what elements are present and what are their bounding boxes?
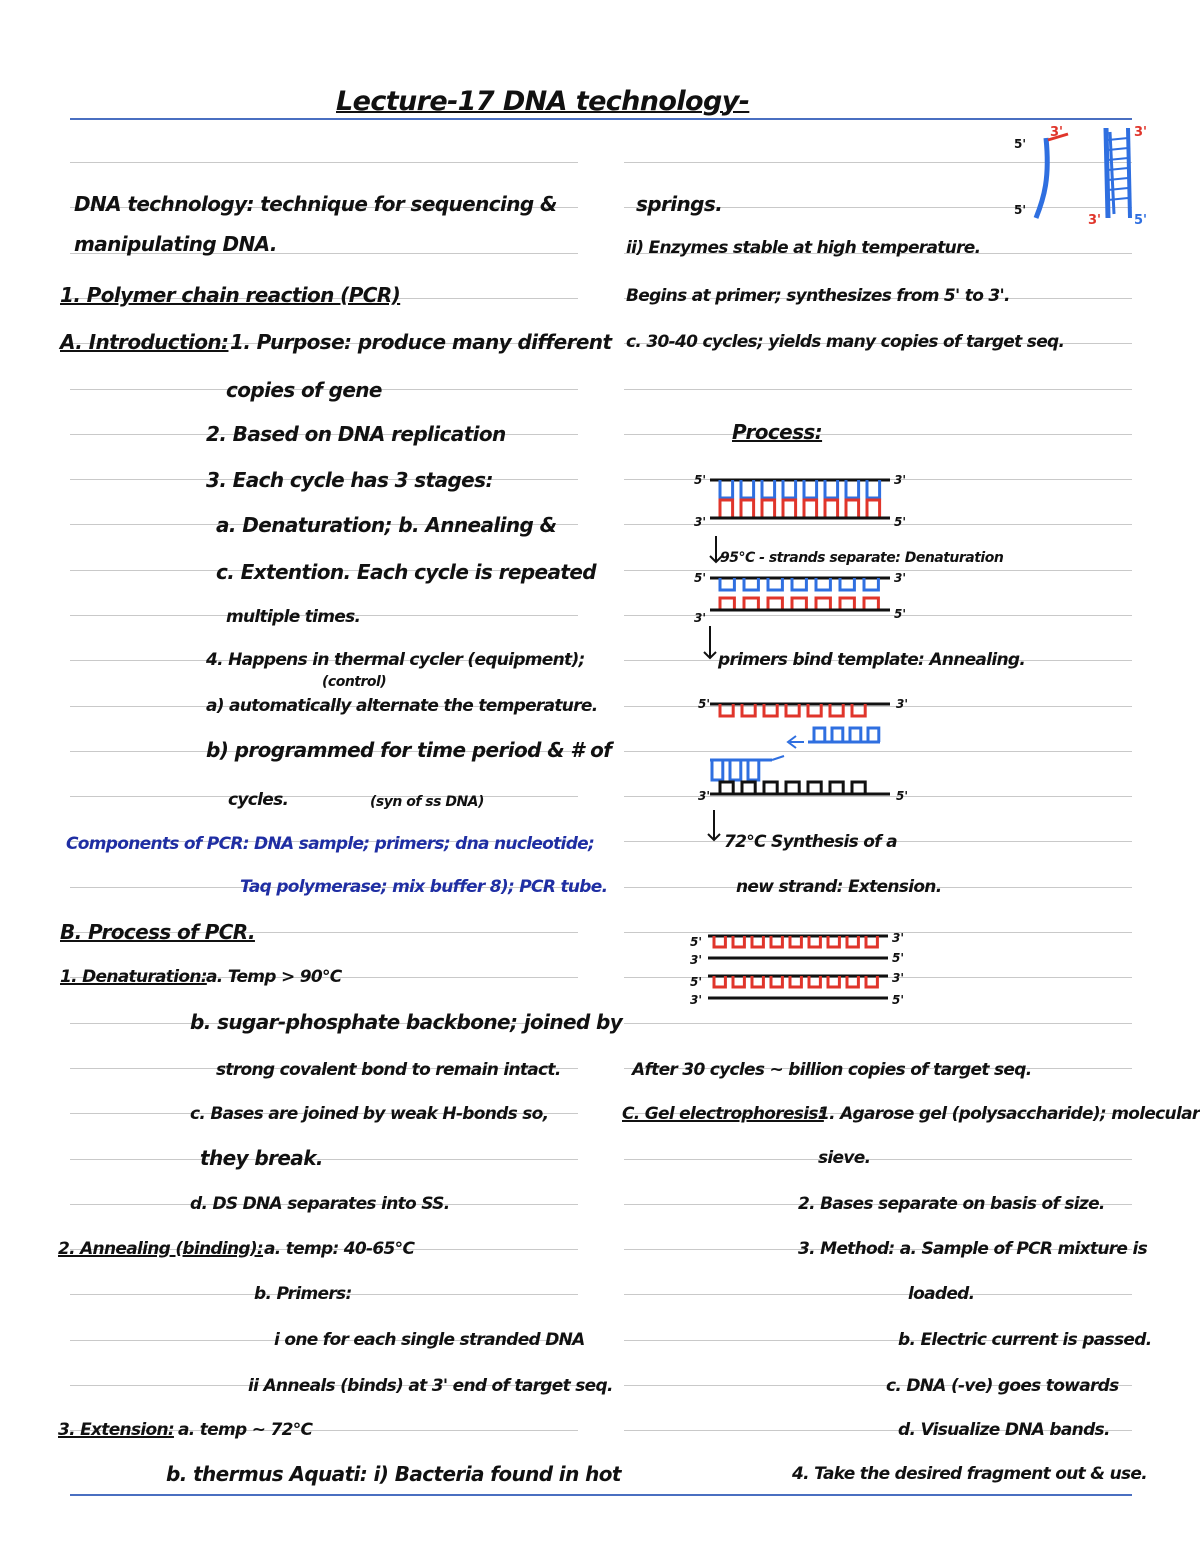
label-5prime: 5'	[694, 473, 707, 487]
base-pair-red	[825, 500, 838, 518]
step-denaturation: 95°C - strands separate: Denaturation	[720, 550, 1004, 566]
label-3prime-a: 3'	[1050, 125, 1064, 140]
enzyme-stable: ii) Enzymes stable at high temperature.	[626, 238, 981, 258]
label-5prime: 5'	[892, 951, 905, 965]
daughter-base-red	[809, 976, 820, 987]
separated-base-red	[864, 598, 878, 610]
label-3prime: 3'	[894, 473, 907, 487]
daughter-base-red	[752, 936, 763, 947]
daughter-base-red	[771, 976, 782, 987]
step-extension-1: 72°C Synthesis of a	[724, 832, 897, 852]
base-pair-red	[804, 500, 817, 518]
base-pair-blue	[804, 480, 817, 498]
begins-at-primer: Begins at primer; synthesizes from 5' to 3'.	[626, 286, 1010, 306]
separated-base-red	[816, 598, 830, 610]
label-5prime: 5'	[690, 935, 703, 949]
gel-current: b. Electric current is passed.	[898, 1330, 1152, 1350]
daughter-base-red	[866, 976, 877, 987]
daughter-base-red	[733, 976, 744, 987]
header-rule	[70, 118, 1132, 120]
separated-base-red	[768, 598, 782, 610]
extension-arrow	[708, 810, 720, 840]
gel-agarose: 1. Agarose gel (polysaccharide); molecular	[818, 1104, 1200, 1124]
annealing-primers-i: i one for each single stranded DNA	[274, 1330, 585, 1350]
daughter-base-red	[790, 936, 801, 947]
gel-loaded: loaded.	[908, 1284, 975, 1304]
daughter-base-red	[828, 936, 839, 947]
extension-temp: a. temp ~ 72°C	[178, 1420, 313, 1440]
daughter-base-red	[771, 936, 782, 947]
daughter-base-red	[847, 936, 858, 947]
extension-direction-arrow	[788, 736, 804, 748]
intro-stages-ab: a. Denaturation; b. Annealing &	[216, 513, 557, 537]
section-pcr-heading: 1. Polymer chain reaction (PCR)	[60, 283, 401, 307]
separated-base-red	[744, 598, 758, 610]
primer-base-blue	[868, 728, 879, 742]
gel-dna-towards: c. DNA (-ve) goes towards	[886, 1376, 1119, 1396]
intro-cycles: cycles.	[228, 790, 289, 810]
antiparallel-strands-sketch	[1010, 118, 1150, 228]
ruled-line	[624, 434, 1132, 435]
annealing-base-black	[852, 782, 865, 794]
gel-sieve: sieve.	[818, 1148, 871, 1168]
separated-base-blue	[768, 578, 782, 590]
label-3prime: 3'	[694, 611, 707, 625]
label-3prime: 3'	[698, 789, 711, 803]
annealing-label: 2. Annealing (binding):	[58, 1239, 264, 1259]
springs-text: springs.	[636, 192, 723, 216]
separated-base-blue	[840, 578, 854, 590]
denaturation-bases-cont: they break.	[200, 1146, 323, 1170]
daughter-base-red	[847, 976, 858, 987]
label-3prime: 3'	[892, 931, 905, 945]
annealing-base-red	[742, 704, 755, 716]
label-5prime: 5'	[896, 789, 909, 803]
primer-base-blue-lower	[712, 760, 723, 780]
intro-stages: 3. Each cycle has 3 stages:	[206, 468, 493, 492]
annealing-base-black	[830, 782, 843, 794]
annealing-base-red	[720, 704, 733, 716]
separated-base-red	[720, 598, 734, 610]
separated-base-red	[840, 598, 854, 610]
gel-label: C. Gel electrophoresis:	[622, 1104, 824, 1124]
primer-base-blue-lower	[748, 760, 759, 780]
label-3prime-b: 3'	[1134, 125, 1148, 140]
pcr-process-diagram	[680, 460, 940, 1020]
annealing-base-red	[830, 704, 843, 716]
daughter-base-red	[714, 976, 725, 987]
after-cycles: After 30 cycles ~ billion copies of target seq.	[632, 1060, 1032, 1080]
step-extension-2: new strand: Extension.	[736, 877, 942, 897]
denaturation-bases: c. Bases are joined by weak H-bonds so,	[190, 1104, 549, 1124]
intro-stages-c: c. Extention. Each cycle is repeated	[216, 560, 597, 584]
label-5prime-b: 5'	[1014, 203, 1027, 217]
intro-auto-temp: a) automatically alternate the temperature.	[206, 696, 598, 716]
denaturation-label: 1. Denaturation:	[60, 967, 207, 987]
intro-purpose-cont: copies of gene	[226, 378, 382, 402]
separated-base-blue	[720, 578, 734, 590]
intro-control-note: (control)	[322, 674, 387, 690]
base-pair-red	[867, 500, 880, 518]
daughter-base-red	[714, 936, 725, 947]
ruled-line	[70, 1159, 578, 1160]
ruled-line	[70, 796, 578, 797]
denaturation-arrow	[710, 536, 722, 562]
daughter-base-red	[828, 976, 839, 987]
step-annealing: primers bind template: Annealing.	[718, 650, 1026, 670]
annealing-primers: b. Primers:	[254, 1284, 352, 1304]
denaturation-separates: d. DS DNA separates into SS.	[190, 1194, 450, 1214]
annealing-base-black	[764, 782, 777, 794]
ruled-line	[70, 162, 578, 163]
denaturation-backbone: b. sugar-phosphate backbone; joined by	[190, 1010, 623, 1034]
label-3prime: 3'	[694, 515, 707, 529]
label-5prime-a: 5'	[1014, 137, 1027, 151]
base-pair-red	[783, 500, 796, 518]
daughter-base-red	[809, 936, 820, 947]
denaturation-temp: a. Temp > 90°C	[206, 967, 342, 987]
annealing-base-black	[808, 782, 821, 794]
primer-base-blue	[850, 728, 861, 742]
definition-line-2: manipulating DNA.	[74, 232, 277, 256]
gel-take-fragment: 4. Take the desired fragment out & use.	[792, 1464, 1148, 1484]
intro-based-on: 2. Based on DNA replication	[206, 422, 506, 446]
cycles-yield: c. 30-40 cycles; yields many copies of target seq.	[626, 332, 1065, 352]
annealing-base-black	[720, 782, 733, 794]
primer-base-blue	[832, 728, 843, 742]
label-3prime: 3'	[690, 953, 703, 967]
footer-rule	[70, 1494, 1132, 1496]
ruled-line	[624, 1294, 1132, 1295]
base-pair-red	[741, 500, 754, 518]
intro-purpose: 1. Purpose: produce many different	[230, 330, 612, 354]
annealing-primers-ii: ii Anneals (binds) at 3' end of target seq.	[248, 1376, 613, 1396]
primer-tail	[772, 756, 784, 760]
pcr-components-line-1: Components of PCR: DNA sample; primers; dna nucleotide;	[66, 834, 595, 854]
intro-thermal-cycler: 4. Happens in thermal cycler (equipment);	[206, 650, 585, 670]
label-5prime-c: 5'	[1134, 213, 1148, 228]
base-pair-blue	[867, 480, 880, 498]
separated-base-blue	[864, 578, 878, 590]
label-5prime: 5'	[698, 697, 711, 711]
intro-stages-repeat: multiple times.	[226, 607, 361, 627]
ruled-line	[624, 1159, 1132, 1160]
label-3prime: 3'	[894, 571, 907, 585]
base-pair-blue	[783, 480, 796, 498]
annealing-temp: a. temp: 40-65°C	[264, 1239, 415, 1259]
label-3prime: 3'	[690, 993, 703, 1007]
pcr-components-line-2: Taq polymerase; mix buffer 8); PCR tube.	[240, 877, 608, 897]
base-pair-blue	[720, 480, 733, 498]
section-process-heading: B. Process of PCR.	[60, 920, 255, 944]
label-3prime-c: 3'	[1088, 213, 1102, 228]
annealing-base-red	[764, 704, 777, 716]
ruled-line	[624, 389, 1132, 390]
gel-separate: 2. Bases separate on basis of size.	[798, 1194, 1105, 1214]
base-pair-blue	[762, 480, 775, 498]
daughter-base-red	[733, 936, 744, 947]
label-5prime: 5'	[694, 571, 707, 585]
intro-label: A. Introduction:	[60, 330, 229, 354]
label-3prime: 3'	[892, 971, 905, 985]
daughter-base-red	[866, 936, 877, 947]
separated-base-blue	[744, 578, 758, 590]
extension-thermus: b. thermus Aquati: i) Bacteria found in hot	[166, 1462, 621, 1486]
daughter-base-red	[790, 976, 801, 987]
denaturation-backbone-cont: strong covalent bond to remain intact.	[216, 1060, 561, 1080]
separated-base-blue	[792, 578, 806, 590]
page-title: Lecture-17 DNA technology-	[336, 86, 750, 117]
annealing-base-red	[786, 704, 799, 716]
daughter-base-red	[752, 976, 763, 987]
intro-ssdna-note: (syn of ss DNA)	[370, 794, 484, 810]
annealing-base-red	[808, 704, 821, 716]
base-pair-blue	[741, 480, 754, 498]
base-pair-red	[720, 500, 733, 518]
label-5prime: 5'	[894, 515, 907, 529]
primer-base-blue	[814, 728, 825, 742]
separated-base-blue	[816, 578, 830, 590]
base-pair-blue	[825, 480, 838, 498]
annealing-base-black	[786, 782, 799, 794]
separated-base-red	[792, 598, 806, 610]
primer-base-blue-lower	[730, 760, 741, 780]
base-pair-red	[846, 500, 859, 518]
label-3prime: 3'	[896, 697, 909, 711]
annealing-base-black	[742, 782, 755, 794]
label-5prime: 5'	[894, 607, 907, 621]
extension-label: 3. Extension:	[58, 1420, 174, 1440]
label-5prime: 5'	[892, 993, 905, 1007]
definition-line-1: DNA technology: technique for sequencing &	[74, 192, 557, 216]
base-pair-blue	[846, 480, 859, 498]
annealing-arrow	[704, 626, 716, 658]
label-5prime: 5'	[690, 975, 703, 989]
intro-programmed: b) programmed for time period & # of	[206, 738, 612, 762]
gel-method: 3. Method: a. Sample of PCR mixture is	[798, 1239, 1148, 1259]
base-pair-red	[762, 500, 775, 518]
annealing-base-red	[852, 704, 865, 716]
ruled-line	[624, 1023, 1132, 1024]
process-heading: Process:	[732, 420, 823, 444]
gel-visualize: d. Visualize DNA bands.	[898, 1420, 1110, 1440]
